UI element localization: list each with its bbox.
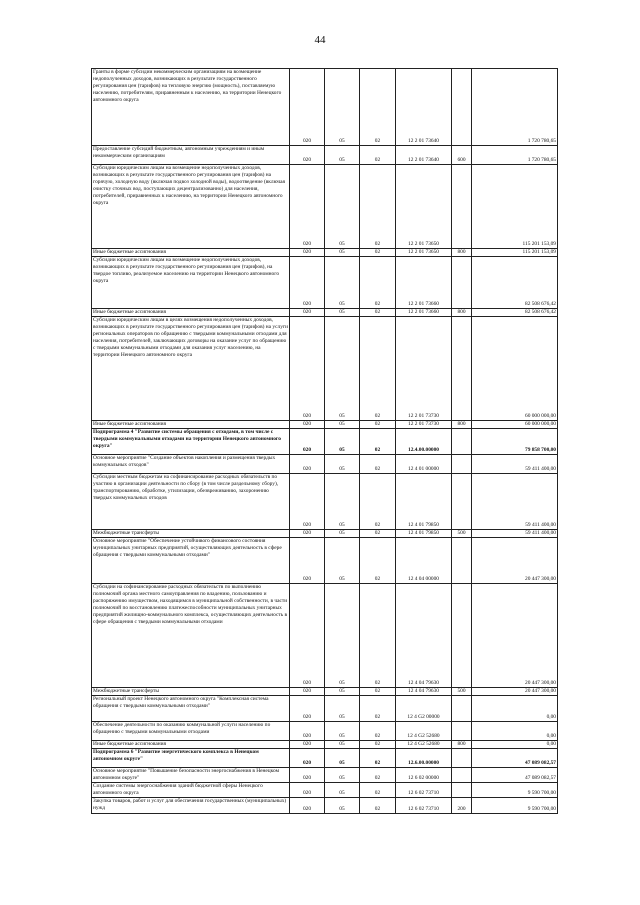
cell-target-code: 12 4 G2 52680 — [396, 741, 452, 749]
cell-target-code: 12.6.00.00000 — [396, 749, 452, 768]
cell-name: Субсидии на софинансирование расходных обязательств по выполнению полномочий органа местного самоуправления по владению, пользованию и распоряжению имуществом, находящимся в муниципальной собственности, в части полномочий по восстановлению платежеспособности муниципальных унитарных предприятий жилищно-коммунального комплекса, осуществляющих деятельность в сфере обращения с твердыми коммунальными отходами — [92, 584, 290, 688]
cell-name: Подпрограмма 6 "Развитие энергетического комплекса в Ненецком автономном округе" — [92, 749, 290, 768]
cell-name: Гранты в форме субсидии некоммерческим организациям на возмещение недополученных доходов, возникающих в результате государственного регулирования цен (тарифов) на тепловую энергию (мощность), поставляемую населению, потребителям, приравненным к населению, на территории Ненецкого автономного округа — [92, 69, 290, 146]
cell-name: Региональный проект Ненецкого автономного округа "Комплексная система обращения с твердыми коммунальными отходами" — [92, 696, 290, 722]
cell-name: Иные бюджетные ассигнования — [92, 421, 290, 429]
cell-subsection: 02 — [360, 696, 396, 722]
cell-ministry: 020 — [290, 165, 325, 249]
cell-section: 05 — [325, 749, 360, 768]
cell-expense-type — [452, 257, 472, 309]
cell-amount: 79 858 700,00 — [472, 429, 558, 455]
cell-section: 05 — [325, 309, 360, 317]
cell-target-code: 12 6 02 00000 — [396, 768, 452, 783]
cell-section: 05 — [325, 146, 360, 165]
cell-section: 05 — [325, 584, 360, 688]
cell-expense-type: 500 — [452, 530, 472, 538]
cell-subsection: 02 — [360, 797, 396, 813]
cell-section: 05 — [325, 530, 360, 538]
cell-expense-type — [452, 474, 472, 530]
table-row — [92, 474, 558, 530]
cell-name: Иные бюджетные ассигнования — [92, 741, 290, 749]
cell-target-code: 12 6 02 73710 — [396, 797, 452, 813]
cell-amount: 0,00 — [472, 722, 558, 741]
cell-ministry: 020 — [290, 317, 325, 421]
cell-target-code: 12 4 01 00000 — [396, 455, 452, 474]
cell-target-code: 12 2 01 73660 — [396, 309, 452, 317]
cell-target-code: 12 2 01 73730 — [396, 317, 452, 421]
table-row — [92, 317, 558, 421]
cell-target-code: 12 2 01 73650 — [396, 165, 452, 249]
cell-section: 05 — [325, 69, 360, 146]
table-row — [92, 257, 558, 309]
cell-ministry: 020 — [290, 249, 325, 257]
cell-amount: 60 000 000,00 — [472, 317, 558, 421]
cell-amount: 0,00 — [472, 696, 558, 722]
cell-section: 05 — [325, 317, 360, 421]
cell-name: Подпрограмма 4 "Развитие системы обращения с отходами, в том числе с твердыми коммунальными отходами на территории Ненецкого автономного округа" — [92, 429, 290, 455]
cell-expense-type — [452, 165, 472, 249]
cell-expense-type — [452, 69, 472, 146]
cell-name: Иные бюджетные ассигнования — [92, 309, 290, 317]
cell-subsection: 02 — [360, 530, 396, 538]
table-row — [92, 249, 558, 257]
cell-amount: 115 201 153,09 — [472, 249, 558, 257]
cell-ministry: 020 — [290, 741, 325, 749]
cell-ministry: 020 — [290, 146, 325, 165]
cell-ministry: 020 — [290, 722, 325, 741]
cell-expense-type: 800 — [452, 249, 472, 257]
cell-amount: 82 508 676,42 — [472, 257, 558, 309]
cell-expense-type — [452, 696, 472, 722]
cell-target-code: 12 4 01 79850 — [396, 530, 452, 538]
cell-subsection: 02 — [360, 722, 396, 741]
table-row — [92, 165, 558, 249]
cell-subsection: 02 — [360, 257, 396, 309]
cell-subsection: 02 — [360, 421, 396, 429]
cell-target-code: 12 4 04 79630 — [396, 584, 452, 688]
cell-ministry: 020 — [290, 69, 325, 146]
cell-ministry: 020 — [290, 421, 325, 429]
cell-name: Предоставление субсидий бюджетным, автономным учреждениям и иным некоммерческим организациям — [92, 146, 290, 165]
cell-section: 05 — [325, 538, 360, 584]
cell-ministry: 020 — [290, 797, 325, 813]
cell-target-code: 12 4 04 00000 — [396, 538, 452, 584]
cell-target-code: 12 2 01 73640 — [396, 69, 452, 146]
table-row — [92, 530, 558, 538]
cell-expense-type: 800 — [452, 309, 472, 317]
cell-amount: 20 447 300,00 — [472, 538, 558, 584]
table-row — [92, 538, 558, 584]
cell-amount: 0,00 — [472, 741, 558, 749]
cell-expense-type — [452, 455, 472, 474]
cell-name: Основное мероприятие "Создание объектов накопления и размещения твердых коммунальных отходов" — [92, 455, 290, 474]
cell-section: 05 — [325, 429, 360, 455]
cell-amount: 60 000 000,00 — [472, 421, 558, 429]
table-row — [92, 146, 558, 165]
cell-section: 05 — [325, 421, 360, 429]
table-row — [92, 741, 558, 749]
cell-ministry: 020 — [290, 749, 325, 768]
cell-expense-type: 600 — [452, 146, 472, 165]
cell-ministry: 020 — [290, 309, 325, 317]
cell-amount: 115 201 153,09 — [472, 165, 558, 249]
cell-section: 05 — [325, 165, 360, 249]
cell-expense-type — [452, 538, 472, 584]
cell-name: Иные бюджетные ассигнования — [92, 249, 290, 257]
cell-section: 05 — [325, 741, 360, 749]
table-row — [92, 722, 558, 741]
cell-name: Создание системы энергоснабжения зданий бюджетной сферы Ненецкого автономного округа — [92, 782, 290, 797]
table-row — [92, 688, 558, 696]
cell-amount: 82 508 676,42 — [472, 309, 558, 317]
cell-expense-type: 500 — [452, 688, 472, 696]
cell-amount: 9 590 700,00 — [472, 797, 558, 813]
table-row — [92, 421, 558, 429]
cell-amount: 20 447 300,00 — [472, 688, 558, 696]
cell-subsection: 02 — [360, 429, 396, 455]
cell-subsection: 02 — [360, 309, 396, 317]
cell-target-code: 12.4.00.00000 — [396, 429, 452, 455]
cell-expense-type — [452, 317, 472, 421]
cell-amount: 20 447 300,00 — [472, 584, 558, 688]
cell-section: 05 — [325, 797, 360, 813]
cell-subsection: 02 — [360, 584, 396, 688]
cell-target-code: 12 4 G2 52680 — [396, 722, 452, 741]
cell-name: Субсидии местным бюджетам на софинансирование расходных обязательств по участию в организации деятельности по сбору (в том числе раздельному сбору), транспортированию, обработке, утилизации, обезвреживанию, захоронению твердых коммунальных отходов — [92, 474, 290, 530]
cell-expense-type — [452, 584, 472, 688]
cell-target-code: 12 4 G2 00000 — [396, 696, 452, 722]
cell-name: Субсидии юридическим лицам в целях возмещения недополученных доходов, возникающих в результате государственного регулирования цен (тарифов) на услуги региональных операторов по обращению с твердыми коммунальными отходами для населения, потребителей, заключающих договоры на оказание услуг по обращению с твердыми коммунальными отходами для оказания услуг населению, на территории Ненецкого автономного округа — [92, 317, 290, 421]
cell-section: 05 — [325, 768, 360, 783]
cell-subsection: 02 — [360, 165, 396, 249]
cell-ministry: 020 — [290, 782, 325, 797]
cell-subsection: 02 — [360, 146, 396, 165]
cell-ministry: 020 — [290, 455, 325, 474]
cell-name: Межбюджетные трансферты — [92, 688, 290, 696]
cell-amount: 1 720 780,65 — [472, 69, 558, 146]
cell-amount: 47 089 082,57 — [472, 749, 558, 768]
budget-table — [91, 68, 558, 814]
cell-section: 05 — [325, 722, 360, 741]
cell-expense-type — [452, 722, 472, 741]
cell-target-code: 12 6 02 73710 — [396, 782, 452, 797]
cell-target-code: 12 4 01 79850 — [396, 474, 452, 530]
cell-name: Межбюджетные трансферты — [92, 530, 290, 538]
cell-section: 05 — [325, 696, 360, 722]
cell-section: 05 — [325, 455, 360, 474]
table-row — [92, 782, 558, 797]
cell-subsection: 02 — [360, 768, 396, 783]
cell-ministry: 020 — [290, 584, 325, 688]
cell-section: 05 — [325, 257, 360, 309]
cell-target-code: 12 2 01 73730 — [396, 421, 452, 429]
cell-subsection: 02 — [360, 69, 396, 146]
cell-subsection: 02 — [360, 688, 396, 696]
cell-amount: 1 720 780,65 — [472, 146, 558, 165]
cell-ministry: 020 — [290, 688, 325, 696]
cell-expense-type — [452, 782, 472, 797]
cell-ministry: 020 — [290, 538, 325, 584]
cell-expense-type: 800 — [452, 421, 472, 429]
table-row — [92, 768, 558, 783]
cell-ministry: 020 — [290, 768, 325, 783]
cell-subsection: 02 — [360, 749, 396, 768]
table-row — [92, 584, 558, 688]
cell-target-code: 12 2 01 73660 — [396, 257, 452, 309]
cell-amount: 59 411 400,00 — [472, 455, 558, 474]
cell-section: 05 — [325, 782, 360, 797]
table-row — [92, 749, 558, 768]
cell-ministry: 020 — [290, 530, 325, 538]
cell-ministry: 020 — [290, 474, 325, 530]
cell-section: 05 — [325, 249, 360, 257]
cell-target-code: 12 2 01 73650 — [396, 249, 452, 257]
table-row — [92, 455, 558, 474]
cell-name: Обеспечение деятельности по оказанию коммунальной услуги населению по обращению с твердыми коммунальными отходами — [92, 722, 290, 741]
cell-target-code: 12 2 01 73640 — [396, 146, 452, 165]
cell-amount: 59 411 400,00 — [472, 474, 558, 530]
cell-amount: 59 411 400,00 — [472, 530, 558, 538]
cell-amount: 47 089 082,57 — [472, 768, 558, 783]
cell-subsection: 02 — [360, 538, 396, 584]
cell-expense-type: 800 — [452, 741, 472, 749]
cell-ministry: 020 — [290, 257, 325, 309]
cell-name: Закупка товаров, работ и услуг для обеспечения государственных (муниципальных) нужд — [92, 797, 290, 813]
cell-subsection: 02 — [360, 455, 396, 474]
cell-expense-type — [452, 768, 472, 783]
table-row — [92, 696, 558, 722]
cell-subsection: 02 — [360, 782, 396, 797]
cell-name: Основное мероприятие "Повышение безопасности энергоснабжения в Ненецком автономном округе" — [92, 768, 290, 783]
table-row — [92, 69, 558, 146]
cell-name: Субсидии юридическим лицам на возмещение недополученных доходов, возникающих в результате государственного регулирования цен (тарифов) на горячую, холодную воду (включая подвоз холодной воды), водоотведение (включая очистку сточных вод, поступающих децентрализованно) для населения, потребителей, приравненных к населению, на территории Ненецкого автономного округа — [92, 165, 290, 249]
page-number: 44 — [314, 34, 326, 46]
table-row — [92, 797, 558, 813]
table-row — [92, 309, 558, 317]
cell-expense-type — [452, 749, 472, 768]
cell-expense-type — [452, 429, 472, 455]
cell-name: Основное мероприятие "Обеспечение устойчивого финансового состояния муниципальных унитарных предприятий, осуществляющих деятельность в сфере обращения с твердыми коммунальными отходами" — [92, 538, 290, 584]
cell-subsection: 02 — [360, 249, 396, 257]
cell-subsection: 02 — [360, 741, 396, 749]
cell-target-code: 12 4 04 79630 — [396, 688, 452, 696]
cell-amount: 9 590 700,00 — [472, 782, 558, 797]
cell-section: 05 — [325, 688, 360, 696]
table-row — [92, 429, 558, 455]
cell-ministry: 020 — [290, 696, 325, 722]
cell-expense-type: 200 — [452, 797, 472, 813]
cell-name: Субсидии юридическим лицам на возмещение недополученных доходов, возникающих в результате государственного регулирования цен (тарифов), на твердое топливо, реализуемое населению на территории Ненецкого автономного округа — [92, 257, 290, 309]
cell-subsection: 02 — [360, 317, 396, 421]
cell-ministry: 020 — [290, 429, 325, 455]
cell-section: 05 — [325, 474, 360, 530]
cell-subsection: 02 — [360, 474, 396, 530]
